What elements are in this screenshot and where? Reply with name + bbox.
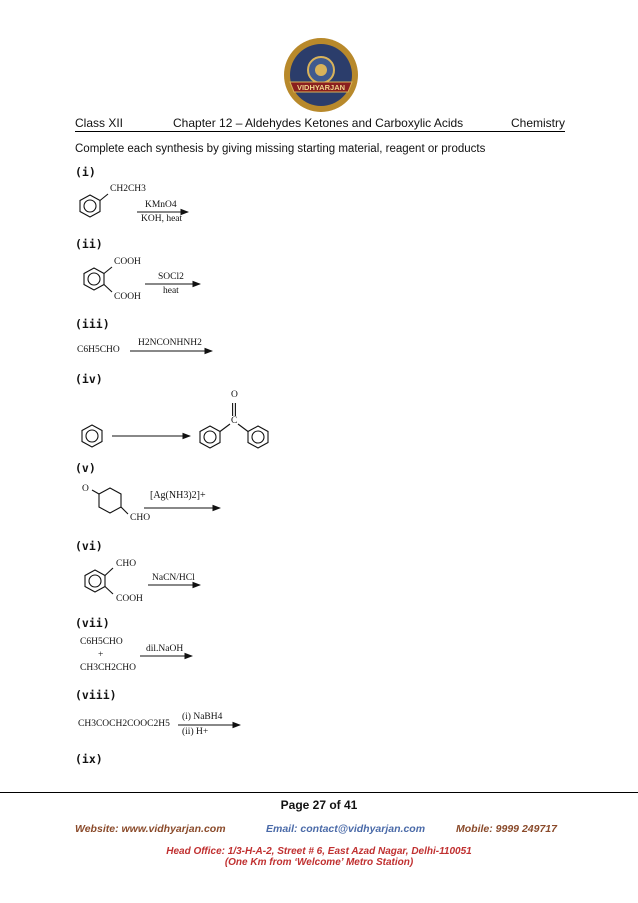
reagent-kmno4: KMnO4 [145, 200, 177, 210]
reagent-tollens: [Ag(NH3)2]+ [150, 490, 206, 501]
reagent-nacn-hcl: NaCN/HCl [152, 573, 195, 583]
reagent-nabh4: (i) NaBH4 [182, 712, 223, 722]
reagent-dil-naoh: dil.NaOH [146, 644, 184, 654]
reagent-heat: heat [163, 286, 179, 296]
reactant-benzaldehyde: C6H5CHO [77, 345, 120, 355]
question-label-7: (vii) [75, 616, 110, 630]
benzene-ring-4 [82, 425, 102, 447]
page-number: Page 27 of 41 [280, 798, 358, 812]
footer-office-address: Head Office: 1/3-H-A-2, Street # 6, East Azad Nagar, Delhi-110051 [166, 846, 472, 857]
benzene-ring-1 [80, 194, 108, 217]
svg-text:VIDHYARJAN: VIDHYARJAN [296, 83, 346, 92]
question-label-5: (v) [75, 461, 96, 475]
substituent-cooh-bottom: COOH [114, 292, 141, 302]
question-label-3: (iii) [75, 317, 110, 331]
reagent-koh-heat: KOH, heat [141, 214, 183, 224]
reactant-benzaldehyde-2: C6H5CHO [80, 637, 123, 647]
reagent-semicarbazide: H2NCONHNH2 [138, 338, 202, 348]
substituent-cooh: COOH [116, 594, 143, 604]
reagent-h-plus: (ii) H+ [182, 727, 209, 737]
substituent-cho-top: CHO [116, 559, 137, 569]
header-subject: Chemistry [510, 116, 565, 130]
substituent-cho: CHO [130, 513, 151, 523]
header-class: Class XII [75, 116, 124, 130]
footer-email[interactable]: Email: contact@vidhyarjan.com [266, 823, 426, 835]
reactant-propanal: CH3CH2CHO [80, 663, 136, 673]
benzene-ring-6 [85, 568, 113, 594]
question-label-4: (iv) [75, 372, 103, 386]
reactant-ethyl-acetoacetate: CH3COCH2COOC2H5 [78, 719, 170, 729]
cyclohexanone-ring [92, 488, 128, 514]
instruction-text: Complete each synthesis by giving missing starting material, reagent or products [75, 143, 486, 155]
ketone-oxygen: O [82, 484, 89, 494]
question-label-8: (viii) [75, 688, 117, 702]
substituent-cooh-top: COOH [114, 257, 141, 267]
question-label-9: (ix) [75, 752, 103, 766]
carbonyl-carbon: C [231, 416, 238, 426]
plus-sign: + [98, 650, 104, 660]
header-chapter: Chapter 12 – Aldehydes Ketones and Carboxylic Acids [173, 116, 464, 130]
footer-office-landmark: (One Km from ‘Welcome’ Metro Station) [224, 857, 414, 868]
question-label-2: (ii) [75, 237, 103, 251]
benzene-ring-2 [84, 267, 112, 292]
footer-divider [0, 792, 638, 793]
reagent-socl2: SOCl2 [158, 272, 184, 282]
question-label-6: (vi) [75, 539, 103, 553]
footer-website[interactable]: Website: www.vidhyarjan.com [75, 823, 226, 835]
footer-mobile: Mobile: 9999 249717 [456, 823, 557, 835]
carbonyl-oxygen: O [231, 390, 238, 400]
question-label-1: (i) [75, 165, 96, 179]
substituent-ethyl: CH2CH3 [110, 184, 146, 194]
